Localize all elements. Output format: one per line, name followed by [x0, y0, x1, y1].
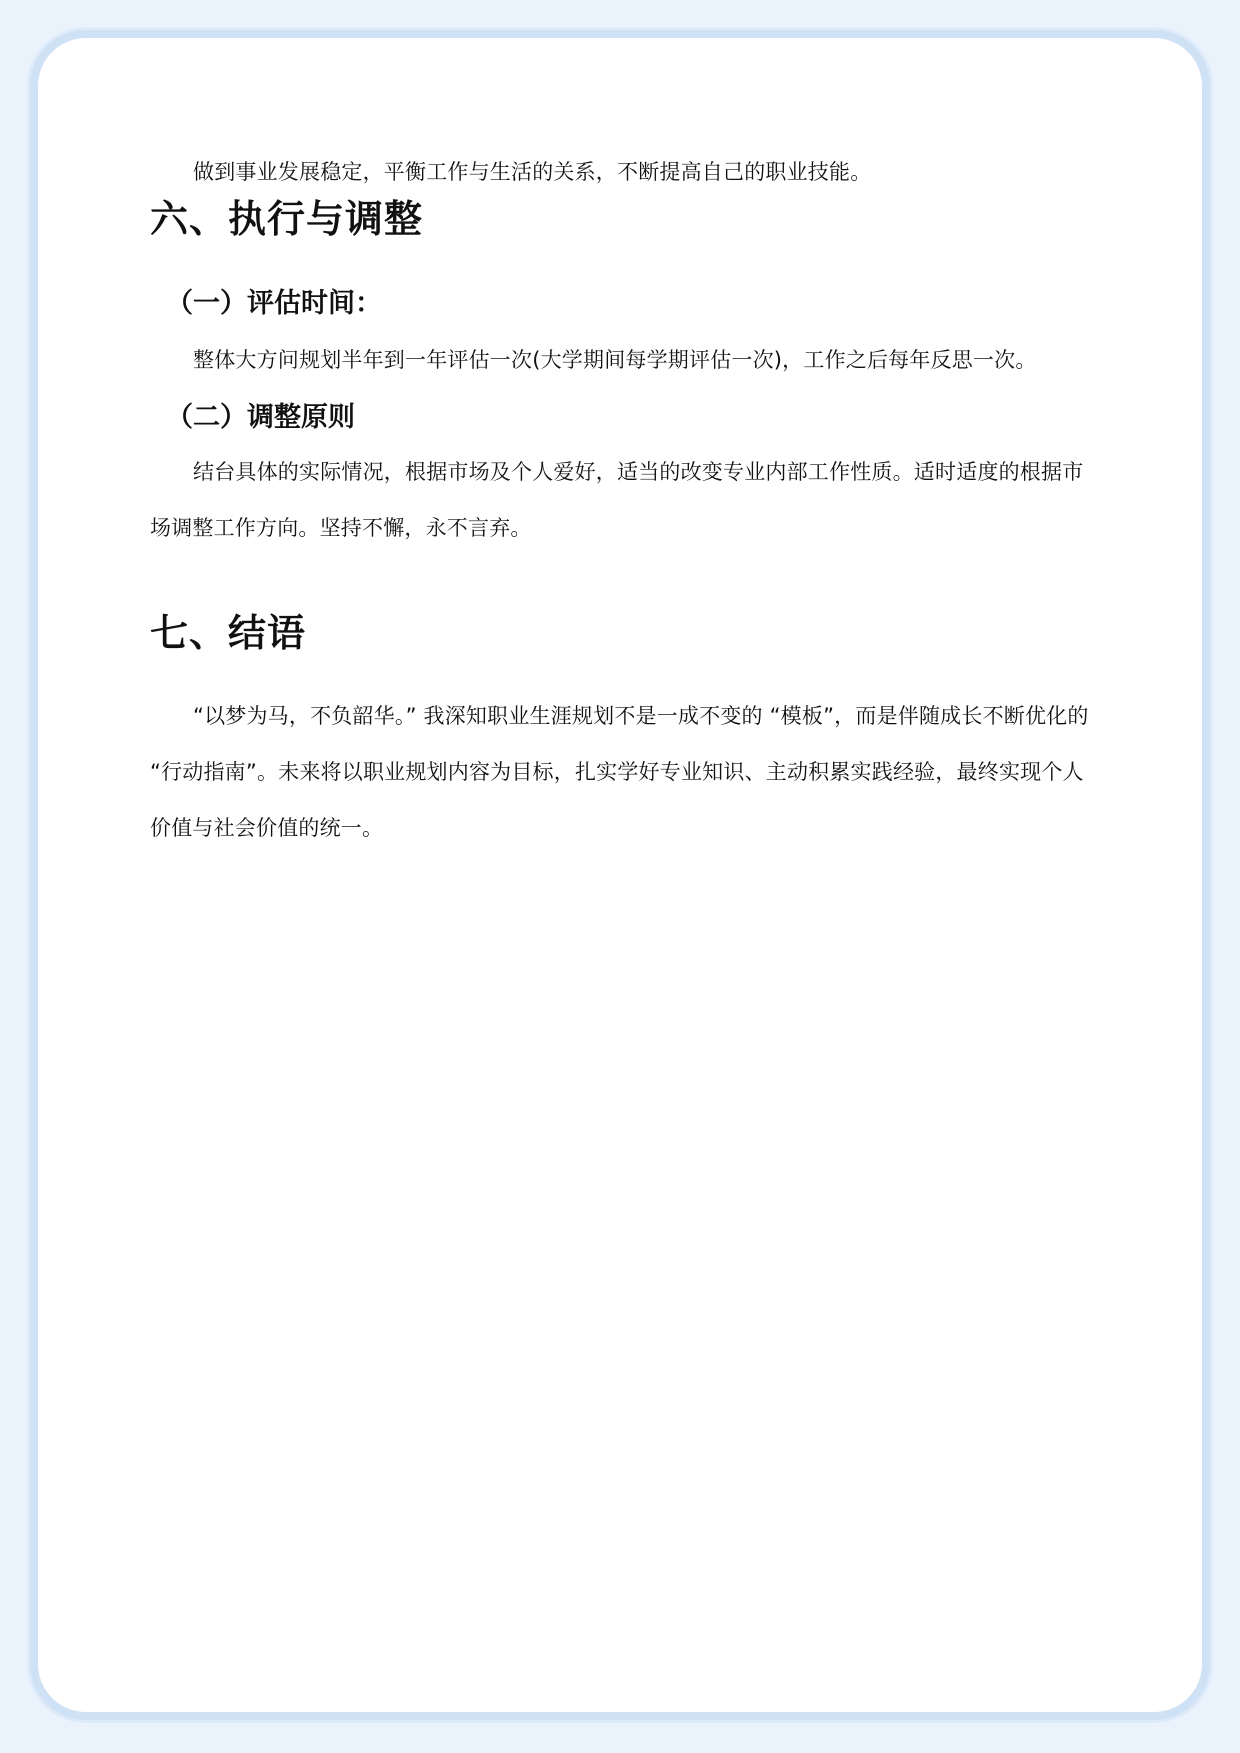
section6-heading: 六、执行与调整 [150, 197, 424, 241]
section6-sub2-heading: （二）调整原则 [166, 402, 355, 433]
section6-sub2-text: 结台具体的实际情况，根据市场及个人爱好，适当的改变专业内部工作性质。适时适度的根据市场调整工作方向。坚持不懈，永不言弃。 [150, 460, 1084, 540]
section6-sub1-text: 整体大方问规划半年到一年评估一次(大学期间每学期评估一次)，工作之后每年反思一次。 [193, 348, 1037, 372]
section7-heading: 七、结语 [150, 611, 307, 655]
document-page [30, 30, 1210, 1720]
section7-text: “以梦为马，不负韶华。” 我深知职业生涯规划不是一成不变的 “模板”，而是伴随成长不断优化的 “行动指南”。未来将以职业规划内容为目标，扎实学好专业知识、主动积累实践经验，最终实现个人价值与社会价值的统一。 [150, 704, 1089, 840]
section6-sub1-heading: （一）评估时间： [166, 288, 382, 319]
intro-paragraph: 做到事业发展稳定，平衡工作与生活的关系，不断提高自己的职业技能。 [193, 160, 872, 184]
